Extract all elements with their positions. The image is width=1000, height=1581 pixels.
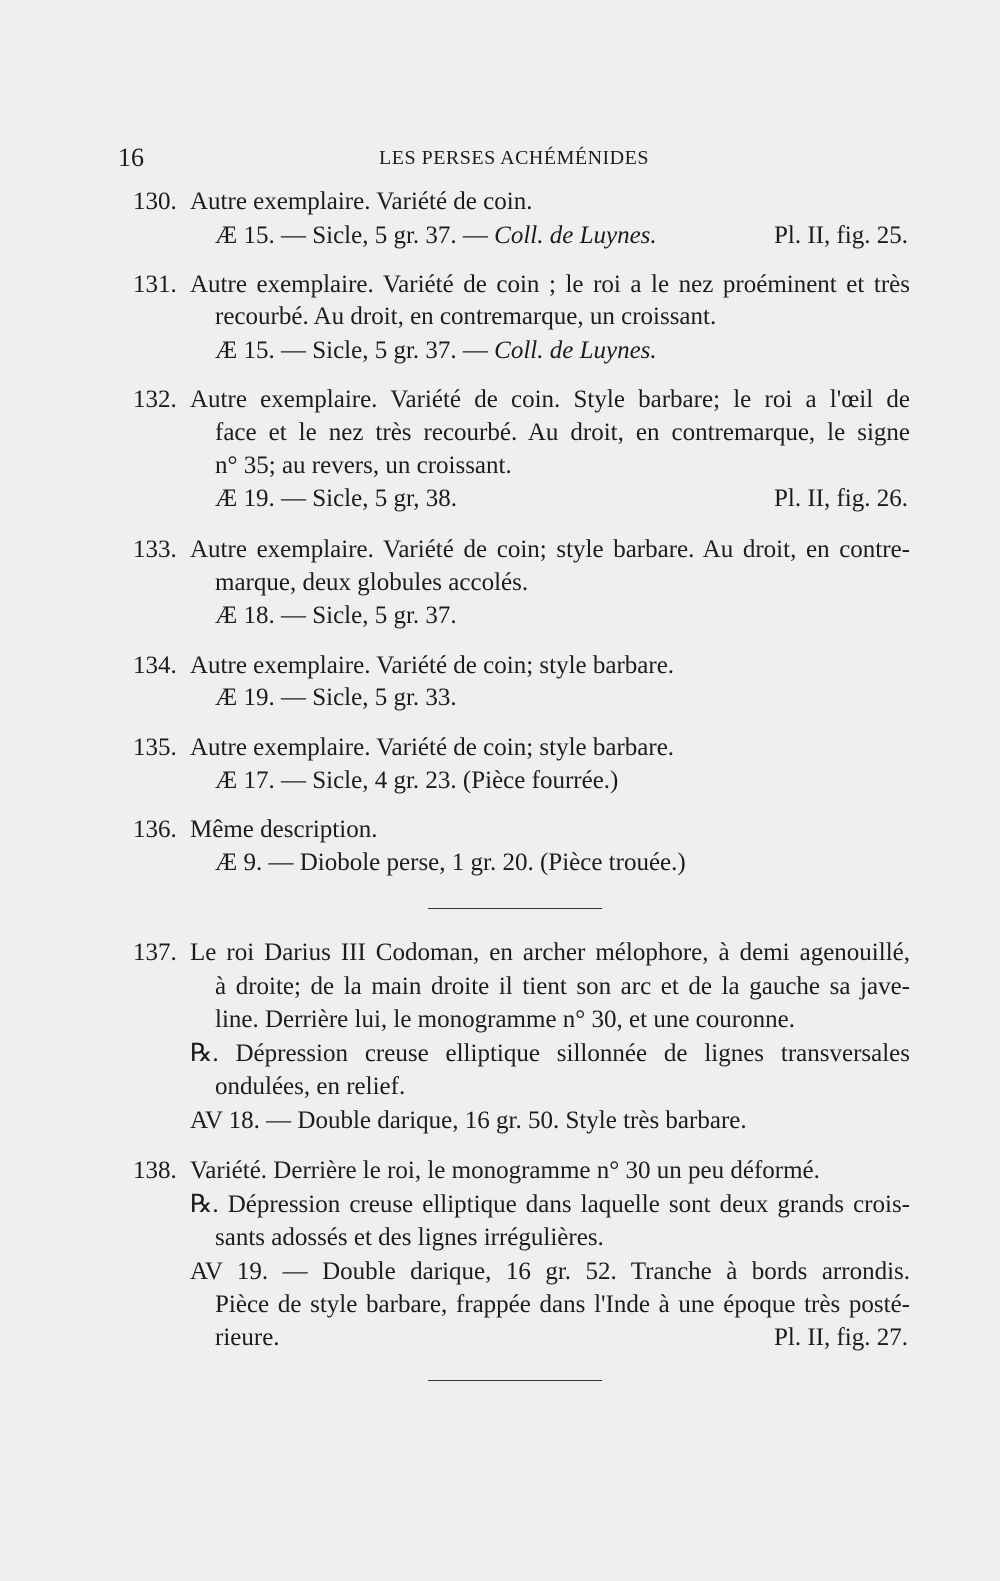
reverse-description: ℞. Dépression creuse elliptique sillonnée de lignes transversales [190,1040,910,1067]
entry-description: Variété. Derrière le roi, le monogramme n° 30 un peu déformé. [190,1157,820,1184]
plate-reference: Pl. II, fig. 25. [773,222,908,249]
entry-specification-continued: Pièce de style barbare, frappée dans l'Inde à une époque très posté- [215,1291,910,1318]
section-divider [428,908,602,909]
entry-description: Autre exemplaire. Variété de coin; style barbare. [190,734,675,761]
entry-specification: Æ 18. — Sicle, 5 gr. 37. [215,602,457,629]
entry-description-continued: à droite; de la main droite il tient son arc et de la gauche sa jave- [215,973,910,1000]
entry-description-continued: marque, deux globules accolés. [215,569,529,596]
entry-description-continued: line. Derrière lui, le monogramme n° 30, et une couronne. [215,1006,795,1033]
entry-specification: Æ 19. — Sicle, 5 gr. 33. [215,684,457,711]
entry-number: 135. [133,734,177,761]
plate-reference: Pl. II, fig. 27. [773,1324,908,1351]
entry-description: Autre exemplaire. Variété de coin; style barbare. [190,652,675,679]
entry-specification: Æ 17. — Sicle, 4 gr. 23. (Pièce fourrée.) [215,767,619,794]
section-divider [428,1380,602,1381]
entry-description-continued: recourbé. Au droit, en contremarque, un croissant. [215,303,717,330]
collection-name: Coll. de Luynes. [494,222,657,249]
entry-description: Le roi Darius III Codoman, en archer mélophore, à demi agenouillé, [190,939,910,966]
entry-description-continued: n° 35; au revers, un croissant. [215,452,512,479]
entry-specification: AV 18. — Double darique, 16 gr. 50. Style très barbare. [190,1107,747,1134]
entry-specification: Æ 19. — Sicle, 5 gr, 38. [215,485,458,512]
entry-description: Autre exemplaire. Variété de coin; style barbare. Au droit, en contre- [190,536,910,563]
entry-number: 131. [133,271,177,298]
entry-number: 130. [133,188,177,215]
reverse-description-continued: ondulées, en relief. [215,1073,406,1100]
entry-description: Autre exemplaire. Variété de coin ; le roi a le nez proéminent et très [190,271,910,298]
reverse-description: ℞. Dépression creuse elliptique dans laquelle sont deux grands crois- [190,1191,910,1218]
entry-specification-continued: rieure. [215,1324,280,1351]
entry-description: Autre exemplaire. Variété de coin. Style barbare; le roi a l'œil de [190,386,910,413]
page-number: 16 [118,143,144,172]
entry-specification: Æ 15. — Sicle, 5 gr. 37. — Coll. de Luynes. [215,222,657,249]
entry-description: Même description. [190,816,378,843]
reverse-description-continued: sants adossés et des lignes irrégulières. [215,1224,604,1251]
collection-name: Coll. de Luynes. [494,337,657,364]
entry-number: 138. [133,1157,177,1184]
entry-number: 132. [133,386,177,413]
entry-description: Autre exemplaire. Variété de coin. [190,188,533,215]
entry-number: 134. [133,652,177,679]
plate-reference: Pl. II, fig. 26. [773,485,908,512]
running-head [118,143,910,173]
entry-specification: AV 19. — Double darique, 16 gr. 52. Tranche à bords arrondis. [190,1258,910,1285]
entry-description-continued: face et le nez très recourbé. Au droit, en contremarque, le signe [215,419,910,446]
entry-number: 133. [133,536,177,563]
entry-number: 136. [133,816,177,843]
running-title: LES PERSES ACHÉMÉNIDES [379,147,649,169]
entry-number: 137. [133,939,177,966]
entry-specification: Æ 9. — Diobole perse, 1 gr. 20. (Pièce trouée.) [215,849,686,876]
entry-specification: Æ 15. — Sicle, 5 gr. 37. — Coll. de Luynes. [215,337,657,364]
